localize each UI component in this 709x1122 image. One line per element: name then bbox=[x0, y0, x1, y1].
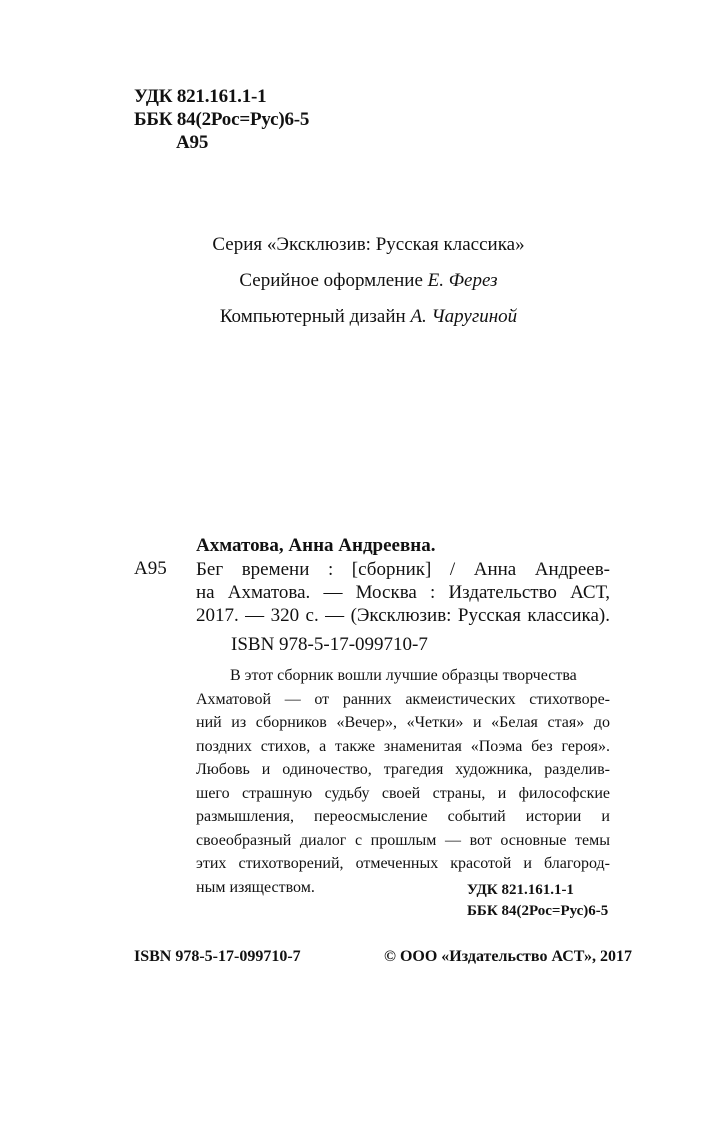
udk-code: УДК 821.161.1-1 bbox=[134, 86, 267, 107]
annotation-line: этих стихотворений, отмеченных красотой и благород- bbox=[196, 855, 610, 872]
design-credit bbox=[0, 270, 709, 292]
catalog-description bbox=[196, 558, 610, 627]
annotation-line: ным изяществом. bbox=[196, 878, 315, 896]
annotation-line: Любовь и одиночество, трагедия художника, разделив- bbox=[196, 761, 610, 778]
bbk-code: ББК 84(2Рос=Рус)6-5 bbox=[134, 109, 310, 130]
annotation-line: своеобразный диалог с прошлым — вот основные темы bbox=[196, 831, 610, 849]
design-label: Серийное оформление bbox=[239, 270, 428, 291]
annotation-line: размышления, переосмысление событий истории и bbox=[196, 808, 610, 825]
computer-design-label: Компьютерный дизайн bbox=[219, 306, 411, 327]
annotation-udk: УДК 821.161.1-1 bbox=[467, 882, 574, 898]
annotation-line: В этот сборник вошли лучшие образцы творчества bbox=[230, 667, 577, 684]
catalog-author-mark: А95 bbox=[134, 558, 167, 579]
annotation-line: ний из сборников «Вечер», «Четки» и «Белая стая» до bbox=[196, 714, 610, 731]
catalog-line: Бег времени : [сборник] / Анна Андреев- bbox=[196, 559, 610, 580]
annotation bbox=[196, 664, 610, 899]
catalog-line: на Ахматова. — Москва : Издательство АСТ, bbox=[196, 582, 610, 603]
footer-copyright: © ООО «Издательство АСТ», 2017 bbox=[384, 948, 633, 965]
catalog-isbn: ISBN 978-5-17-099710-7 bbox=[231, 634, 428, 655]
author-mark: А95 bbox=[176, 132, 209, 153]
annotation-line: шего страшную судьбу своей страны, и философские bbox=[196, 784, 610, 802]
catalog-author-heading: Ахматова, Анна Андреевна. bbox=[196, 535, 436, 556]
annotation-bbk: ББК 84(2Рос=Рус)6-5 bbox=[467, 903, 609, 919]
annotation-line: Ахматовой — от ранних акмеистических стихотворе- bbox=[196, 690, 610, 708]
computer-design-name: А. Чаругиной bbox=[410, 306, 518, 327]
computer-design-credit bbox=[0, 306, 709, 328]
annotation-line: поздних стихов, а также знаменитая «Поэма без героя». bbox=[196, 737, 610, 755]
catalog-line: 2017. — 320 с. — (Эксклюзив: Русская классика). bbox=[196, 605, 610, 626]
series-line: Серия «Эксклюзив: Русская классика» bbox=[212, 234, 525, 255]
design-name: Е. Ферез bbox=[427, 270, 498, 291]
footer-isbn: ISBN 978-5-17-099710-7 bbox=[134, 948, 301, 965]
